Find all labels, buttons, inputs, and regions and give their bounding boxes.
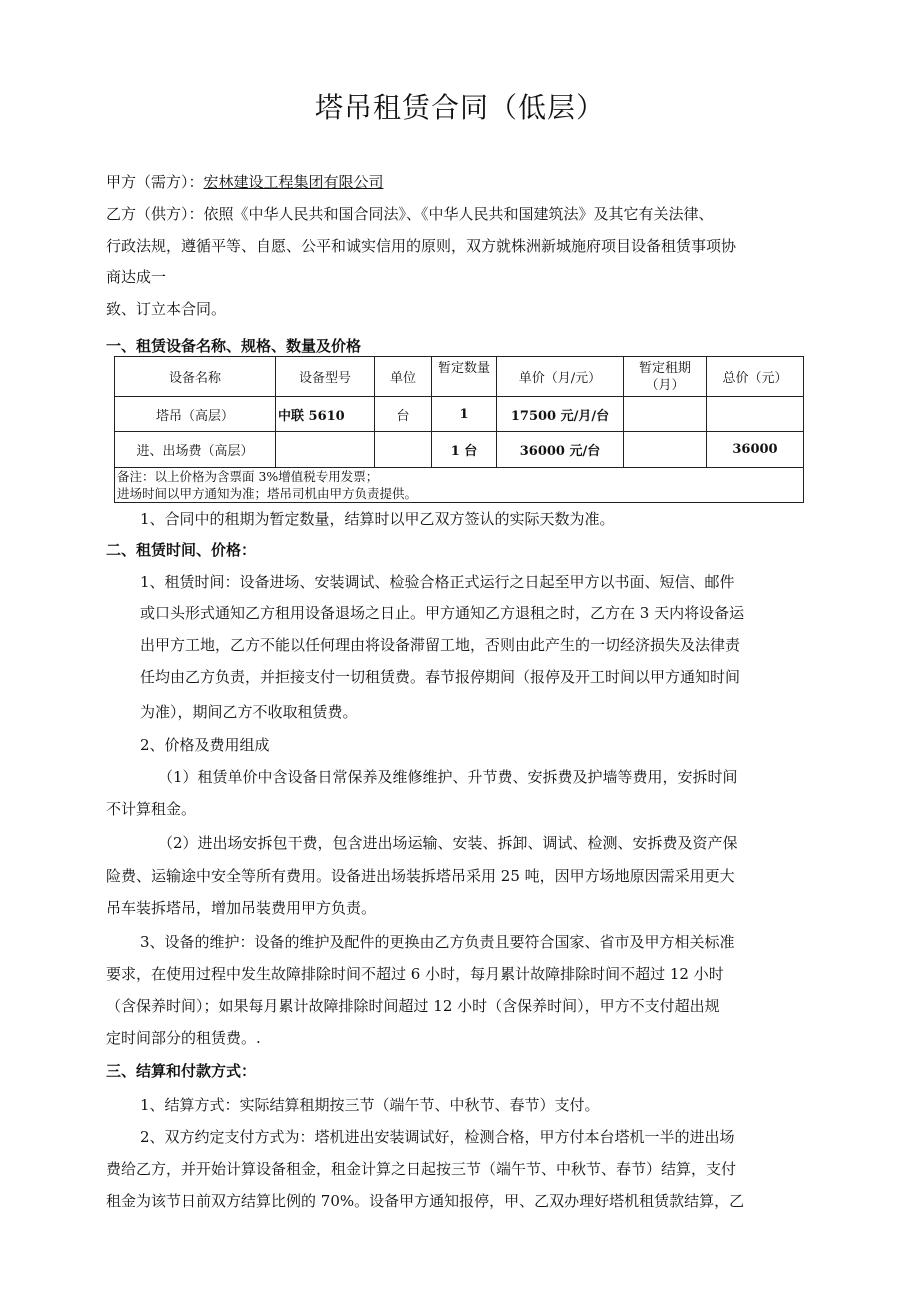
party-a-name: 宏林建设工程集团有限公司 xyxy=(203,173,384,191)
section2-line: （1）租赁单价中含设备日常保养及维修维护、升节费、安拆费及护墙等费用，安拆时间 xyxy=(158,768,738,786)
table-cell: 36000 元/台 xyxy=(497,432,624,468)
table-note-row xyxy=(115,468,804,503)
table-note-cell xyxy=(115,468,804,503)
section2-line: 3、设备的维护：设备的维护及配件的更换由乙方负责且要符合国家、省市及甲方相关标准 xyxy=(140,933,735,951)
section2-line: 或口头形式通知乙方租用设备退场之日止。甲方通知乙方退租之时，乙方在 3 天内将设备运 xyxy=(140,604,745,622)
party-a-label: 甲方（需方）： xyxy=(106,173,204,191)
table-header-cell: 暂定租期（月） xyxy=(624,357,707,397)
table-note-line-2: 进场时间以甲方通知为准；塔吊司机由甲方负责提供。 xyxy=(117,486,418,501)
party-b-line-4: 致、订立本合同。 xyxy=(106,300,227,318)
section2-line: 为准），期间乙方不收取租赁费。 xyxy=(140,703,358,721)
document-title: 塔吊租赁合同（低层） xyxy=(314,91,605,124)
section2-line: 定时间部分的租赁费。. xyxy=(106,1029,261,1047)
section2-line: 任均由乙方负责，并拒接支付一切租赁费。春节报停期间（报停及开工时间以甲方通知时间 xyxy=(140,668,741,686)
section2-line: （2）进出场安拆包干费，包含进出场运输、安装、拆卸、调试、检测、安拆费及资产保 xyxy=(158,834,738,852)
section2-line: （含保养时间）；如果每月累计故障排除时间超过 12 小时（含保养时间），甲方不支付超出规 xyxy=(106,997,720,1015)
table-cell xyxy=(624,432,707,468)
table-cell: 36000 xyxy=(707,432,804,468)
party-b-line-1: 乙方（供方）：依照《中华人民共和国合同法》、《中华人民共和国建筑法》及其它有关法律、 xyxy=(106,205,714,223)
table-cell xyxy=(276,432,375,468)
section2-line: 要求，在使用过程中发生故障排除时间不超过 6 小时，每月累计故障排除时间不超过 12 小时 xyxy=(106,965,724,983)
table-cell xyxy=(707,397,804,432)
section3-line: 2、双方约定支付方式为：塔机进出安装调试好，检测合格，甲方付本台塔机一半的进出场 xyxy=(140,1128,735,1146)
section1-after-table: 1、合同中的租期为暂定数量，结算时以甲乙双方签认的实际天数为准。 xyxy=(140,510,615,528)
table-cell: 进、出场费（高层） xyxy=(115,432,276,468)
equipment-price-table xyxy=(114,356,804,503)
party-b-line-3: 商达成一 xyxy=(106,268,167,286)
section2-line: 险费、运输途中安全等所有费用。设备进出场装拆塔吊采用 25 吨，因甲方场地原因需采用更大 xyxy=(106,867,735,885)
section3-heading: 三、结算和付款方式： xyxy=(106,1062,257,1080)
table-header-row xyxy=(115,357,804,397)
table-cell: 1 xyxy=(432,397,497,432)
section2-heading: 二、租赁时间、价格： xyxy=(106,541,257,559)
table-cell: 塔吊（高层） xyxy=(115,397,276,432)
section2-line: 1、租赁时间：设备进场、安装调试、检验合格正式运行之日起至甲方以书面、短信、邮件 xyxy=(140,573,735,591)
table-cell: 17500 元/月/台 xyxy=(497,397,624,432)
table-cell xyxy=(624,397,707,432)
section1-heading: 一、租赁设备名称、规格、数量及价格 xyxy=(106,337,362,355)
table-header-cell: 设备型号 xyxy=(276,357,375,397)
table-cell: 1 台 xyxy=(432,432,497,468)
table-row xyxy=(115,432,804,468)
table-cell: 中联 5610 xyxy=(276,397,375,432)
table-note-line-1: 备注：以上价格为含票面 3%增值税专用发票； xyxy=(117,469,379,484)
party-b-line-2: 行政法规，遵循平等、自愿、公平和诚实信用的原则，双方就株洲新城施府项目设备租赁事项协 xyxy=(106,237,737,255)
table-header-cell: 设备名称 xyxy=(115,357,276,397)
table-header-cell: 单价（月/元） xyxy=(497,357,624,397)
section3-line: 租金为该节日前双方结算比例的 70%。设备甲方通知报停，甲、乙双办理好塔机租赁款结算，乙 xyxy=(106,1192,745,1210)
table-header-cell: 单位 xyxy=(375,357,432,397)
table-cell: 台 xyxy=(375,397,432,432)
table-header-cell: 总价（元） xyxy=(707,357,804,397)
section2-line: 不计算租金。 xyxy=(106,800,197,818)
section3-line: 1、结算方式：实际结算租期按三节（端午节、中秋节、春节）支付。 xyxy=(140,1096,600,1114)
table-row xyxy=(115,397,804,432)
party-a-line xyxy=(106,172,384,192)
section2-line: 吊车装拆塔吊，增加吊装费用甲方负责。 xyxy=(106,899,377,917)
section2-line: 出甲方工地，乙方不能以任何理由将设备滞留工地，否则由此产生的一切经济损失及法律责 xyxy=(140,636,741,654)
section3-line: 费给乙方，并开始计算设备租金，租金计算之日起按三节（端午节、中秋节、春节）结算，支付 xyxy=(106,1160,737,1178)
table-cell xyxy=(375,432,432,468)
table-header-cell: 暂定数量 xyxy=(432,357,497,397)
section2-line: 2、价格及费用组成 xyxy=(140,736,270,754)
